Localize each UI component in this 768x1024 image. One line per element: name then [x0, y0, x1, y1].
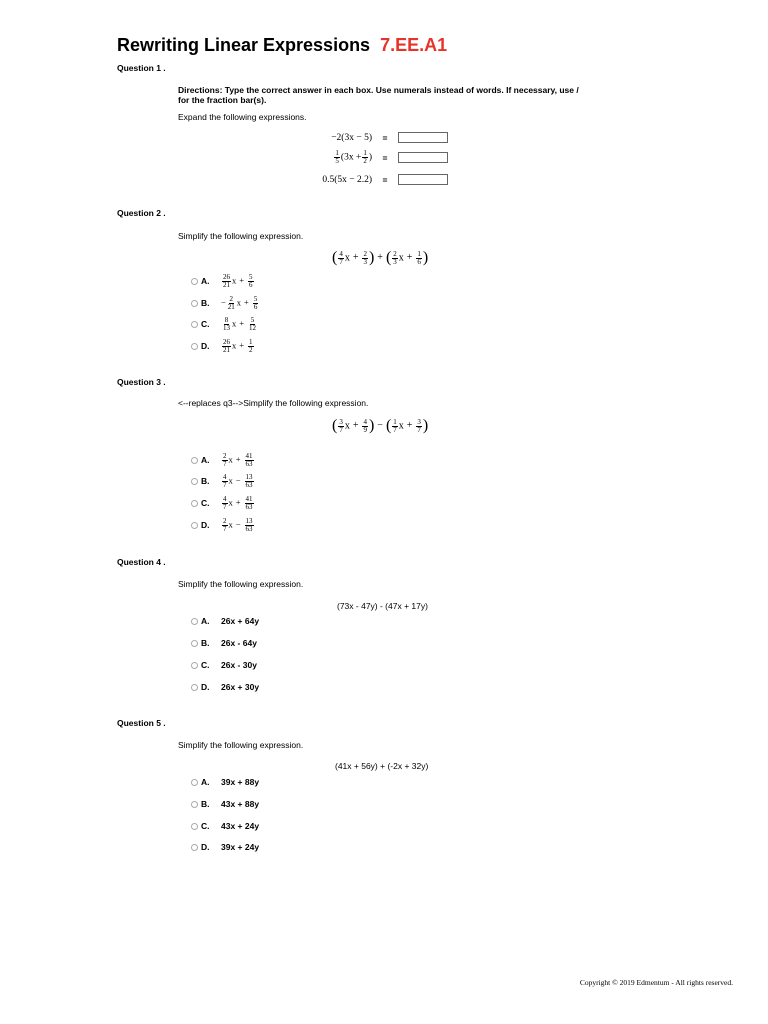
- q1-answer-input-3[interactable]: [398, 174, 448, 185]
- option-row[interactable]: [191, 337, 255, 355]
- fraction: [222, 317, 231, 332]
- option-row[interactable]: [191, 272, 255, 290]
- variable-x: x: [228, 453, 233, 464]
- fraction-denominator: 63: [245, 502, 253, 511]
- question-4-prompt: Simplify the following expression.: [178, 579, 304, 589]
- radio-button[interactable]: [191, 500, 198, 507]
- fraction-numerator: 13: [245, 472, 253, 481]
- option-letter: D.: [201, 341, 210, 351]
- q1-expression-1: −2(3x − 5): [331, 132, 372, 143]
- option-row[interactable]: [191, 294, 259, 312]
- option-letter: D.: [201, 682, 210, 692]
- equals-sign: =: [382, 132, 388, 143]
- option-text: 39x + 24y: [221, 842, 260, 852]
- radio-button[interactable]: [191, 640, 198, 647]
- option-row[interactable]: [191, 656, 257, 674]
- radio-button[interactable]: [191, 522, 198, 529]
- radio-button[interactable]: [191, 300, 198, 307]
- option-text: 26x - 64y: [221, 638, 257, 648]
- option-row[interactable]: [191, 634, 257, 652]
- option-text: 43x + 88y: [221, 799, 260, 809]
- option-text: 39x + 88y: [221, 777, 260, 787]
- fraction-numerator: 2: [223, 516, 227, 525]
- operator: +: [239, 339, 245, 350]
- fraction-denominator: 21: [223, 345, 230, 354]
- operator: −: [235, 518, 241, 529]
- page-title: [117, 35, 447, 56]
- option-row[interactable]: [191, 817, 259, 835]
- fraction-denominator: 63: [245, 459, 253, 468]
- question-4-expression: (73x - 47y) - (47x + 17y): [337, 601, 428, 611]
- question-1-directions: Directions: Type the correct answer in each box. Use numerals instead of words. If necessary, use / for the fraction bar(s).: [178, 85, 579, 105]
- fraction: [222, 453, 228, 468]
- fraction: [222, 496, 228, 511]
- fraction: [245, 518, 254, 533]
- fraction-numerator: 26: [223, 337, 230, 346]
- option-row[interactable]: [191, 612, 259, 630]
- option-expression: [221, 296, 259, 311]
- fraction-denominator: 7: [223, 480, 227, 489]
- option-expression: [221, 274, 255, 289]
- option-row[interactable]: [191, 773, 259, 791]
- title-text: Rewriting Linear Expressions: [117, 35, 371, 55]
- question-2-label: Question 2 .: [117, 208, 166, 218]
- option-letter: C.: [201, 660, 210, 670]
- question-1-label: Question 1 .: [117, 63, 166, 73]
- fraction: [248, 339, 254, 354]
- q1-answer-input-1[interactable]: [398, 132, 448, 143]
- fraction-denominator: 63: [245, 480, 253, 489]
- fraction-numerator: 4: [223, 494, 227, 503]
- fraction-numerator: 26: [223, 272, 230, 281]
- option-expression: [221, 453, 255, 468]
- fraction: [227, 296, 236, 311]
- equals-sign: =: [382, 174, 388, 185]
- q1-expression-2: [312, 150, 372, 165]
- fraction-denominator: 7: [223, 459, 227, 468]
- fraction-numerator: 2: [223, 451, 227, 460]
- option-letter: C.: [201, 498, 210, 508]
- operator: +: [239, 274, 245, 285]
- radio-button[interactable]: [191, 457, 198, 464]
- option-row[interactable]: [191, 838, 259, 856]
- fraction-numerator: 41: [245, 451, 253, 460]
- option-letter: A.: [201, 777, 210, 787]
- radio-button[interactable]: [191, 823, 198, 830]
- fraction-numerator: 8: [224, 315, 229, 324]
- option-expression: [221, 317, 258, 332]
- fraction-numerator: 1: [363, 149, 367, 157]
- fraction-denominator: 21: [223, 280, 230, 289]
- q1-row-3: [312, 174, 448, 185]
- equals-sign: =: [382, 152, 388, 163]
- fraction-denominator: 2: [249, 345, 253, 354]
- fraction-numerator: 1: [335, 149, 339, 157]
- option-expression: [221, 518, 255, 533]
- expression-part: ): [368, 152, 372, 163]
- option-text: 26x + 30y: [221, 682, 260, 692]
- fraction: [253, 296, 259, 311]
- fraction-numerator: 4: [223, 472, 227, 481]
- fraction: [245, 474, 254, 489]
- option-expression: [221, 496, 255, 511]
- option-text: 43x + 24y: [221, 821, 260, 831]
- option-letter: D.: [201, 842, 210, 852]
- operator: −: [235, 474, 241, 485]
- q1-expression-3: 0.5(5x − 2.2): [322, 174, 372, 185]
- option-letter: C.: [201, 821, 210, 831]
- variable-x: x: [228, 518, 233, 529]
- fraction: [222, 274, 231, 289]
- radio-button[interactable]: [191, 478, 198, 485]
- fraction-denominator: 21: [227, 302, 235, 311]
- q1-answer-input-2[interactable]: [398, 152, 448, 163]
- operator: +: [239, 317, 245, 328]
- question-4-label: Question 4 .: [117, 557, 166, 567]
- question-5-prompt: Simplify the following expression.: [178, 740, 304, 750]
- option-letter: C.: [201, 319, 210, 329]
- option-row[interactable]: [191, 451, 255, 469]
- fraction-numerator: 5: [249, 272, 253, 281]
- fraction: [222, 339, 231, 354]
- radio-button[interactable]: [191, 343, 198, 350]
- fraction-numerator: 1: [249, 337, 253, 346]
- question-5-expression: (41x + 56y) + (-2x + 32y): [335, 761, 429, 771]
- radio-button[interactable]: [191, 684, 198, 691]
- radio-button[interactable]: [191, 278, 198, 285]
- sign: −: [221, 296, 226, 307]
- fraction-numerator: 5: [253, 294, 258, 303]
- fraction: [248, 274, 254, 289]
- fraction-denominator: 7: [223, 524, 227, 533]
- variable-x: x: [228, 496, 233, 507]
- variable-x: x: [232, 339, 237, 350]
- question-3-expression: ( $\frac{3}{7}$ x + $\frac{4}{9}$ ) − ( $\frac{1}{7}$ x + $\frac{3}{7}$ ): [332, 417, 429, 434]
- fraction-denominator: 7: [223, 502, 227, 511]
- option-letter: B.: [201, 476, 210, 486]
- question-2-prompt: Simplify the following expression.: [178, 231, 304, 241]
- option-letter: B.: [201, 638, 210, 648]
- fraction: [222, 474, 228, 489]
- variable-x: x: [232, 317, 237, 328]
- option-row[interactable]: [191, 494, 255, 512]
- operator: +: [244, 296, 249, 307]
- radio-button[interactable]: [191, 662, 198, 669]
- option-expression: [221, 339, 255, 354]
- radio-button[interactable]: [191, 618, 198, 625]
- question-5-label: Question 5 .: [117, 718, 166, 728]
- fraction: [248, 317, 257, 332]
- radio-button[interactable]: [191, 801, 198, 808]
- option-letter: B.: [201, 799, 210, 809]
- fraction-denominator: 6: [253, 302, 258, 311]
- q1-row-2: [312, 150, 448, 165]
- variable-x: x: [232, 274, 237, 285]
- fraction-numerator: 5: [250, 315, 255, 324]
- fraction: [222, 518, 228, 533]
- option-text: 26x - 30y: [221, 660, 257, 670]
- fraction-denominator: 6: [249, 280, 253, 289]
- option-row[interactable]: [191, 315, 258, 333]
- copyright-notice: Copyright © 2019 Edmentum - All rights reserved.: [579, 978, 733, 987]
- fraction-denominator: 13: [223, 323, 230, 332]
- q1-row-1: [312, 132, 448, 143]
- standard-code: 7.EE.A1: [380, 35, 448, 55]
- operator: +: [235, 453, 241, 464]
- option-row[interactable]: [191, 678, 259, 696]
- fraction-numerator: 13: [245, 516, 253, 525]
- radio-button[interactable]: [191, 844, 198, 851]
- question-2-expression: ( $\frac{4}{7}$ x + $\frac{2}{3}$ ) + ( $\frac{2}{3}$ x + $\frac{1}{6}$ ): [332, 249, 429, 266]
- fraction-denominator: 2: [363, 157, 367, 165]
- question-1-prompt: Expand the following expressions.: [178, 112, 307, 122]
- option-letter: A.: [201, 276, 210, 286]
- option-expression: [221, 474, 255, 489]
- fraction-denominator: 12: [249, 323, 257, 332]
- fraction-denominator: 5: [335, 157, 339, 165]
- option-letter: D.: [201, 520, 210, 530]
- option-text: 26x + 64y: [221, 616, 260, 626]
- question-3-prompt: <--replaces q3-->Simplify the following expression.: [178, 398, 369, 408]
- operator: +: [235, 496, 241, 507]
- option-row[interactable]: [191, 472, 255, 490]
- option-letter: A.: [201, 616, 210, 626]
- fraction-numerator: 41: [245, 494, 253, 503]
- expression-part: (3x +: [340, 152, 362, 163]
- fraction-denominator: 63: [245, 524, 253, 533]
- radio-button[interactable]: [191, 779, 198, 786]
- question-3-label: Question 3 .: [117, 377, 166, 387]
- radio-button[interactable]: [191, 321, 198, 328]
- fraction: [245, 496, 254, 511]
- fraction: [245, 453, 254, 468]
- fraction-numerator: 2: [229, 294, 234, 303]
- option-row[interactable]: [191, 516, 255, 534]
- option-letter: A.: [201, 455, 210, 465]
- variable-x: x: [236, 296, 242, 307]
- variable-x: x: [228, 474, 233, 485]
- option-letter: B.: [201, 298, 210, 308]
- option-row[interactable]: [191, 795, 259, 813]
